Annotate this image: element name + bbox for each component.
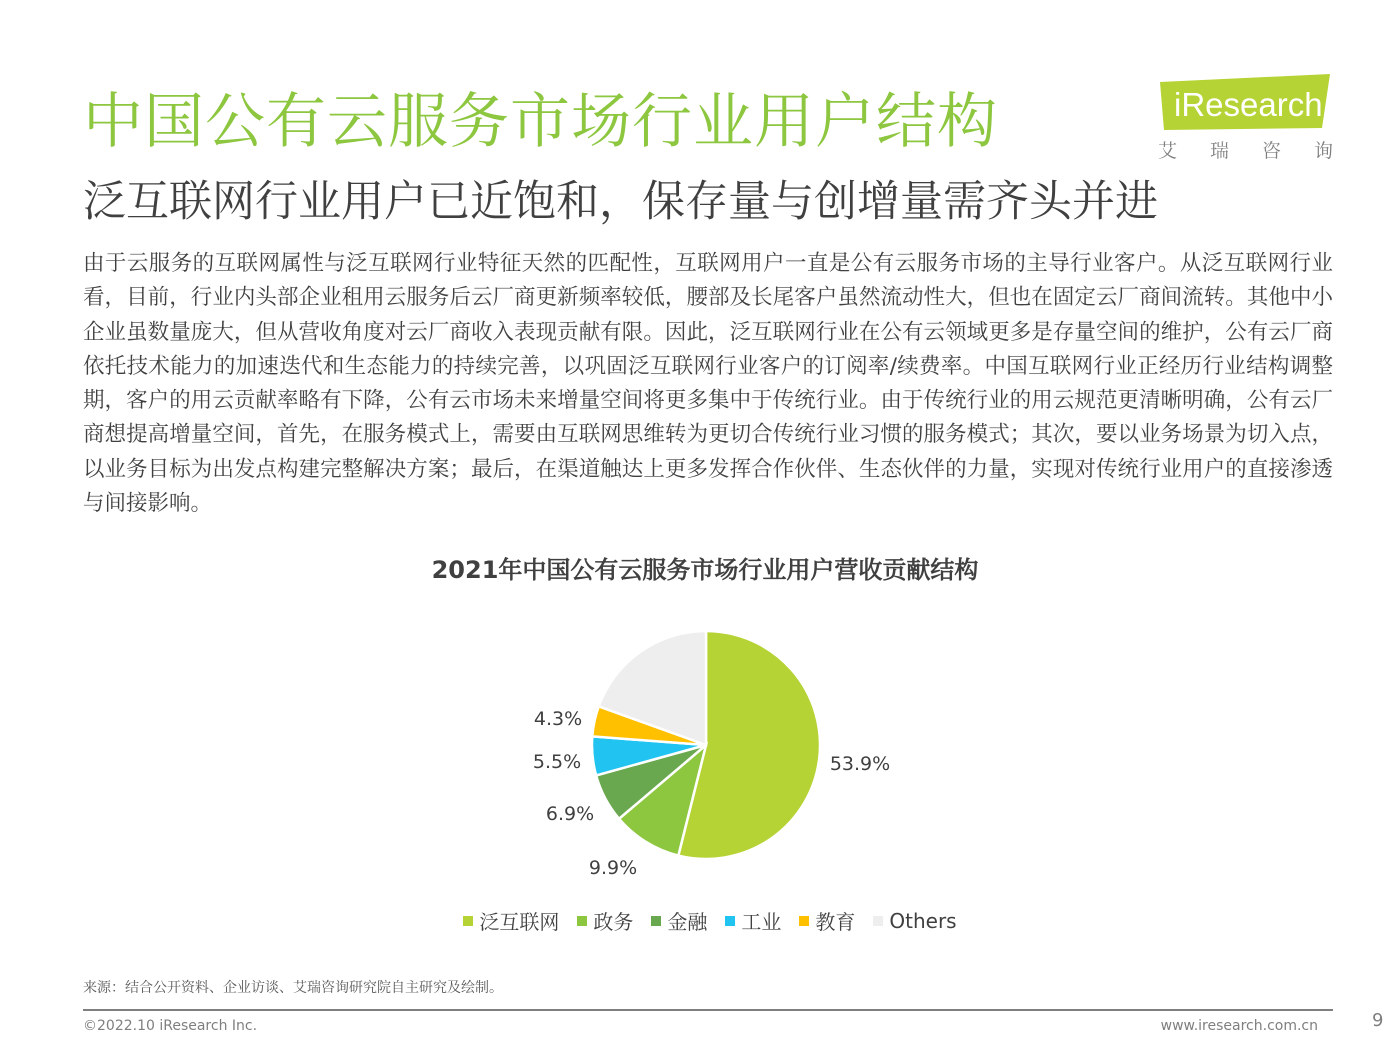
page-title: 中国公有云服务市场行业用户结构: [83, 87, 998, 157]
logo-chinese-name: 艾 瑞 咨 询: [1158, 140, 1333, 162]
logo-wordmark: iResearch: [1174, 86, 1323, 123]
body-paragraph: 由于云服务的互联网属性与泛互联网行业特征天然的匹配性，互联网用户一直是公有云服务市场的主导行业客户。从泛互联网行业看，目前，行业内头部企业租用云服务后云厂商更新频率较低，腰部及长尾客户虽然流动性大，但也在固定云厂商间流转。其他中小企业虽数量庞大，但从营收角度对云厂商收入表现贡献有限。因此，泛互联网行业在公有云领域更多是存量空间的维护，公有云厂商依托技术能力的加速迭代和生态能力的持续完善，以巩固泛互联网行业客户的订阅率/续费率。中国互联网行业正经历行业结构调整期，客户的用云贡献率略有下降，公有云市场未来增量空间将更多集中于传统行业。由于传统行业的用云规范更清晰明确，公有云厂商想提高增量空间，首先，在服务模式上，需要由互联网思维转为更切合传统行业习惯的服务模式；其次，要以业务场景为切入点，以业务目标为出发点构建完整解决方案；最后，在渠道触达上更多发挥合作伙伴、生态伙伴的力量，实现对传统行业用户的直接渗透与间接影响。: [83, 251, 1333, 517]
legend-swatch-5: [873, 916, 883, 926]
legend-label-1: 政务: [593, 910, 634, 934]
legend-item-2: [651, 906, 707, 935]
legend-item-4: [799, 906, 855, 935]
legend-swatch-0: [463, 916, 473, 926]
legend-swatch-3: [725, 916, 735, 926]
data-label-3: 5.5%: [532, 751, 582, 773]
legend-swatch-4: [799, 916, 809, 926]
data-label-0: 53.9%: [829, 753, 891, 775]
iresearch-logo: [1150, 72, 1335, 162]
footer-divider: [83, 1009, 1333, 1011]
page-subtitle: 泛互联网行业用户已近饱和，保存量与创增量需齐头并进: [83, 177, 1158, 227]
legend-label-4: 教育: [815, 910, 856, 934]
page-number: 9: [1372, 1010, 1384, 1031]
chart-title: 2021年中国公有云服务市场行业用户营收贡献结构: [431, 556, 979, 584]
source-note: 来源：结合公开资料、企业访谈、艾瑞咨询研究院自主研究及绘制。: [83, 980, 503, 996]
legend-item-5: [873, 906, 956, 935]
copyright: ©2022.10 iResearch Inc.: [83, 1018, 258, 1034]
legend-swatch-1: [577, 916, 587, 926]
website-url: www.iresearch.com.cn: [1160, 1018, 1318, 1034]
legend-item-1: [577, 906, 633, 935]
data-label-1: 9.9%: [588, 857, 638, 879]
legend-item-3: [725, 906, 781, 935]
legend-label-0: 泛互联网: [479, 910, 560, 934]
chart-legend: [0, 906, 1400, 935]
legend-label-3: 工业: [741, 910, 782, 934]
data-label-4: 4.3%: [533, 708, 583, 730]
legend-label-5: Others: [889, 908, 957, 933]
legend-item-0: [463, 906, 559, 935]
legend-label-2: 金融: [667, 910, 708, 934]
pie-chart: [0, 600, 1400, 900]
legend-swatch-2: [651, 916, 661, 926]
data-label-2: 6.9%: [545, 803, 595, 825]
